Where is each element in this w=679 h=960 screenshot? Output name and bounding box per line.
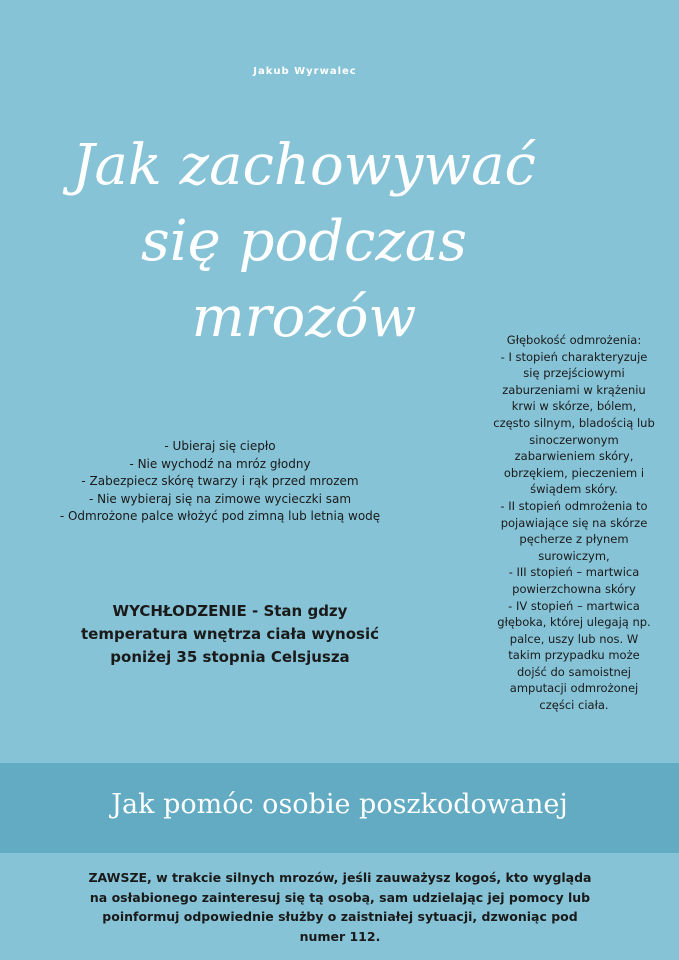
frostbite-line: często silnym, bladością lub — [493, 415, 655, 430]
frostbite-line: zabarwieniem skóry, — [514, 449, 634, 464]
tip-item: - Nie wychodź na mróz głodny — [129, 456, 311, 471]
frostbite-line: - II stopień odmrożenia to — [500, 498, 648, 513]
frostbite-line: palce, uszy lub nos. W — [509, 631, 639, 646]
tip-item: - Odmrożone palce włożyć pod zimną lub letnią wodę — [59, 509, 381, 523]
frostbite-line: pęcherze z płynem — [519, 532, 629, 547]
frostbite-line: się przejściowymi — [523, 366, 625, 381]
frostbite-line: sinoczerwonym — [529, 432, 619, 447]
help-line: na osłabionego zainteresuj się tą osobą, sam udzielając jej pomocy lub — [89, 889, 591, 905]
frostbite-line: surowiczym, — [538, 548, 610, 563]
frostbite-line: głęboka, której ulegają np. — [497, 615, 651, 630]
title-line: mrozów — [191, 285, 417, 350]
tip-item: - Ubieraj się ciepło — [164, 439, 276, 453]
hypothermia-line: temperatura wnętrza ciała wynosić — [81, 625, 379, 643]
tips-list — [30, 438, 410, 526]
frostbite-line: obrzękiem, pieczeniem i — [503, 465, 645, 480]
frostbite-line: świądem skóry. — [530, 482, 618, 497]
frostbite-line: zaburzeniami w krążeniu — [502, 382, 646, 397]
help-instructions — [30, 868, 650, 946]
help-section-band — [0, 763, 679, 853]
tip-item: - Zabezpiecz skórę twarzy i rąk przed mrozem — [81, 474, 359, 488]
frostbite-line: - I stopień charakteryzuje — [500, 349, 648, 364]
frostbite-line: - III stopień – martwica — [508, 565, 640, 580]
frostbite-line: powierzchowna skóry — [512, 581, 636, 596]
frostbite-line: krwi w skórze, bólem, — [511, 399, 637, 414]
title-line: Jak zachowywać — [72, 133, 536, 198]
frostbite-line: pojawiające się na skórze — [500, 515, 648, 530]
help-line: numer 112. — [299, 928, 381, 944]
hypothermia-definition — [30, 600, 430, 669]
tip-item: - Nie wybieraj się na zimowe wycieczki sam — [88, 491, 352, 506]
author-name: Jakub Wyrwalec — [253, 66, 357, 77]
help-heading: Jak pomóc osobie poszkodowanej — [111, 789, 568, 820]
frostbite-line: Głębokość odmrożenia: — [506, 333, 642, 347]
frostbite-line: amputacji odmrożonej — [509, 681, 639, 696]
help-line: poinformuj odpowiednie służby o zaistniałej sytuacji, dzwoniąc pod — [102, 909, 578, 924]
help-line: ZAWSZE, w trakcie silnych mrozów, jeśli zauważysz kogoś, kto wygląda — [88, 870, 592, 885]
page-title — [20, 128, 588, 356]
frostbite-line: - IV stopień – martwica — [508, 598, 640, 613]
frostbite-line: takim przypadku może — [508, 648, 640, 663]
hypothermia-line: WYCHŁODZENIE - Stan gdzy — [112, 602, 348, 620]
hypothermia-line: poniżej 35 stopnia Celsjusza — [110, 648, 350, 666]
frostbite-degrees — [474, 332, 674, 714]
frostbite-line: dojść do samoistnej — [516, 664, 632, 679]
title-line: się podczas — [141, 209, 467, 274]
frostbite-line: części ciała. — [539, 698, 609, 713]
